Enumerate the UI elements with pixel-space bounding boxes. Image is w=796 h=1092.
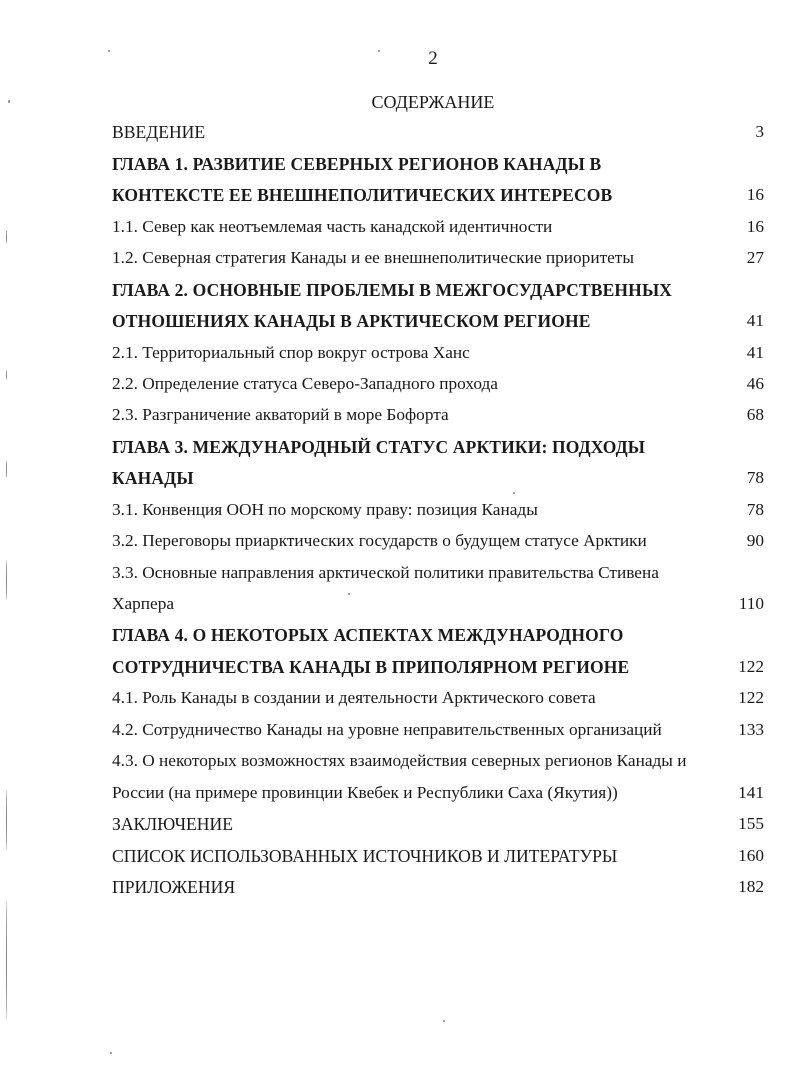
toc-entry-text: 4.3. О некоторых возможностях взаимодействия северных регионов Канады и — [112, 751, 687, 771]
toc-section-3-2 — [112, 525, 764, 556]
table-of-contents — [112, 116, 764, 902]
toc-entry-page: 122 — [738, 656, 764, 676]
toc-entry-text: КОНТЕКСТЕ ЕЕ ВНЕШНЕПОЛИТИЧЕСКИХ ИНТЕРЕСОВ — [112, 185, 613, 206]
scan-speck — [108, 50, 110, 52]
toc-entry-page: 27 — [746, 248, 764, 268]
toc-entry-text: ГЛАВА 4. О НЕКОТОРЫХ АСПЕКТАХ МЕЖДУНАРОДНОГО — [112, 625, 624, 646]
toc-chapter-2-line-1 — [112, 273, 764, 304]
toc-entry-text: ГЛАВА 1. РАЗВИТИЕ СЕВЕРНЫХ РЕГИОНОВ КАНАДЫ В — [112, 153, 602, 174]
toc-entry-page: 160 — [738, 845, 764, 865]
scan-speck — [6, 900, 7, 1020]
toc-entry-text: ГЛАВА 3. МЕЖДУНАРОДНЫЙ СТАТУС АРКТИКИ: ПОДХОДЫ — [112, 436, 646, 457]
toc-entry-text: СОТРУДНИЧЕСТВА КАНАДЫ В ПРИПОЛЯРНОМ РЕГИОНЕ — [112, 656, 630, 677]
scan-speck — [443, 1020, 445, 1022]
toc-section-4-3-line-2 — [112, 776, 764, 807]
scan-speck — [110, 1052, 112, 1054]
toc-entry-page: 78 — [746, 499, 764, 519]
toc-entry-page: 155 — [738, 814, 764, 834]
scan-speck — [8, 100, 10, 103]
toc-chapter-1-line-1 — [112, 147, 764, 178]
toc-chapter-3-line-1 — [112, 430, 764, 461]
scan-speck — [6, 230, 7, 244]
toc-entry-page: 90 — [746, 531, 764, 551]
toc-entry-page: 122 — [738, 688, 764, 708]
toc-entry-text: 1.1. Север как неотъемлемая часть канадской идентичности — [112, 216, 553, 236]
toc-entry-text: России (на примере провинции Квебек и Республики Саха (Якутия)) — [112, 782, 618, 802]
toc-entry-text: ВВЕДЕНИЕ — [112, 122, 206, 143]
toc-entry-text: 2.2. Определение статуса Северо-Западного прохода — [112, 373, 498, 393]
toc-title: СОДЕРЖАНИЕ — [371, 92, 495, 112]
toc-section-2-1 — [112, 336, 764, 367]
toc-entry-page: 46 — [746, 373, 764, 393]
scan-speck — [378, 50, 380, 52]
toc-entry-conclusion — [112, 808, 764, 839]
toc-entry-text: 3.2. Переговоры приарктических государств о будущем статусе Арктики — [112, 531, 647, 551]
toc-entry-text: СПИСОК ИСПОЛЬЗОВАННЫХ ИСТОЧНИКОВ И ЛИТЕРАТУРЫ — [112, 845, 618, 866]
toc-entry-text: КАНАДЫ — [112, 468, 194, 489]
scan-speck — [6, 370, 7, 380]
toc-section-2-3 — [112, 399, 764, 430]
toc-section-2-2 — [112, 368, 764, 399]
toc-entry-text: 1.2. Северная стратегия Канады и ее внешнеполитические приоритеты — [112, 248, 634, 268]
toc-entry-text: ОТНОШЕНИЯХ КАНАДЫ В АРКТИЧЕСКОМ РЕГИОНЕ — [112, 311, 591, 332]
toc-entry-page: 133 — [738, 719, 764, 739]
toc-entry-text: 3.1. Конвенция ООН по морскому праву: позиция Канады — [112, 499, 538, 519]
toc-section-4-3-line-1 — [112, 745, 764, 776]
toc-entry-appendices — [112, 871, 764, 902]
scan-speck — [513, 492, 515, 494]
toc-chapter-4-line-2 — [112, 650, 764, 681]
toc-chapter-1-line-2 — [112, 179, 764, 210]
toc-section-1-1 — [112, 210, 764, 241]
toc-entry-text: ПРИЛОЖЕНИЯ — [112, 876, 236, 897]
toc-chapter-4-line-1 — [112, 619, 764, 650]
toc-section-3-1 — [112, 493, 764, 524]
scan-speck — [6, 790, 7, 850]
toc-entry-page: 16 — [746, 185, 764, 205]
toc-chapter-2-line-2 — [112, 305, 764, 336]
toc-entry-page: 182 — [738, 876, 764, 896]
toc-entry-text: ГЛАВА 2. ОСНОВНЫЕ ПРОБЛЕМЫ В МЕЖГОСУДАРСТВЕННЫХ — [112, 279, 673, 300]
toc-section-3-3-line-2 — [112, 588, 764, 619]
scan-speck — [6, 560, 7, 600]
toc-entry-page: 68 — [746, 405, 764, 425]
toc-entry-page: 141 — [738, 782, 764, 802]
toc-entry-text: 4.1. Роль Канады в создании и деятельности Арктического совета — [112, 688, 596, 708]
toc-entry-text: ЗАКЛЮЧЕНИЕ — [112, 814, 233, 835]
toc-entry-page: 16 — [746, 216, 764, 236]
toc-entry-page: 41 — [746, 311, 764, 331]
toc-chapter-3-line-2 — [112, 462, 764, 493]
toc-entry-page: 78 — [746, 468, 764, 488]
scan-speck — [6, 460, 7, 478]
page-number: 2 — [428, 48, 438, 69]
toc-entry-text: Харпера — [112, 594, 175, 613]
toc-section-4-1 — [112, 682, 764, 713]
toc-entry-text: 2.1. Территориальный спор вокруг острова Ханс — [112, 342, 470, 362]
toc-entry-text: 2.3. Разграничение акваторий в море Бофорта — [112, 405, 449, 425]
toc-section-1-2 — [112, 242, 764, 273]
toc-section-3-3-line-1 — [112, 556, 764, 587]
toc-entry-text: 3.3. Основные направления арктической политики правительства Стивена — [112, 562, 659, 582]
toc-entry-references — [112, 839, 764, 870]
toc-entry-text: 4.2. Сотрудничество Канады на уровне неправительственных организаций — [112, 719, 662, 739]
toc-entry-page: 41 — [746, 342, 764, 362]
toc-section-4-2 — [112, 713, 764, 744]
toc-entry-introduction — [112, 116, 764, 147]
toc-entry-page: 110 — [738, 594, 764, 613]
toc-entry-page: 3 — [755, 122, 764, 142]
scan-speck — [348, 593, 350, 595]
